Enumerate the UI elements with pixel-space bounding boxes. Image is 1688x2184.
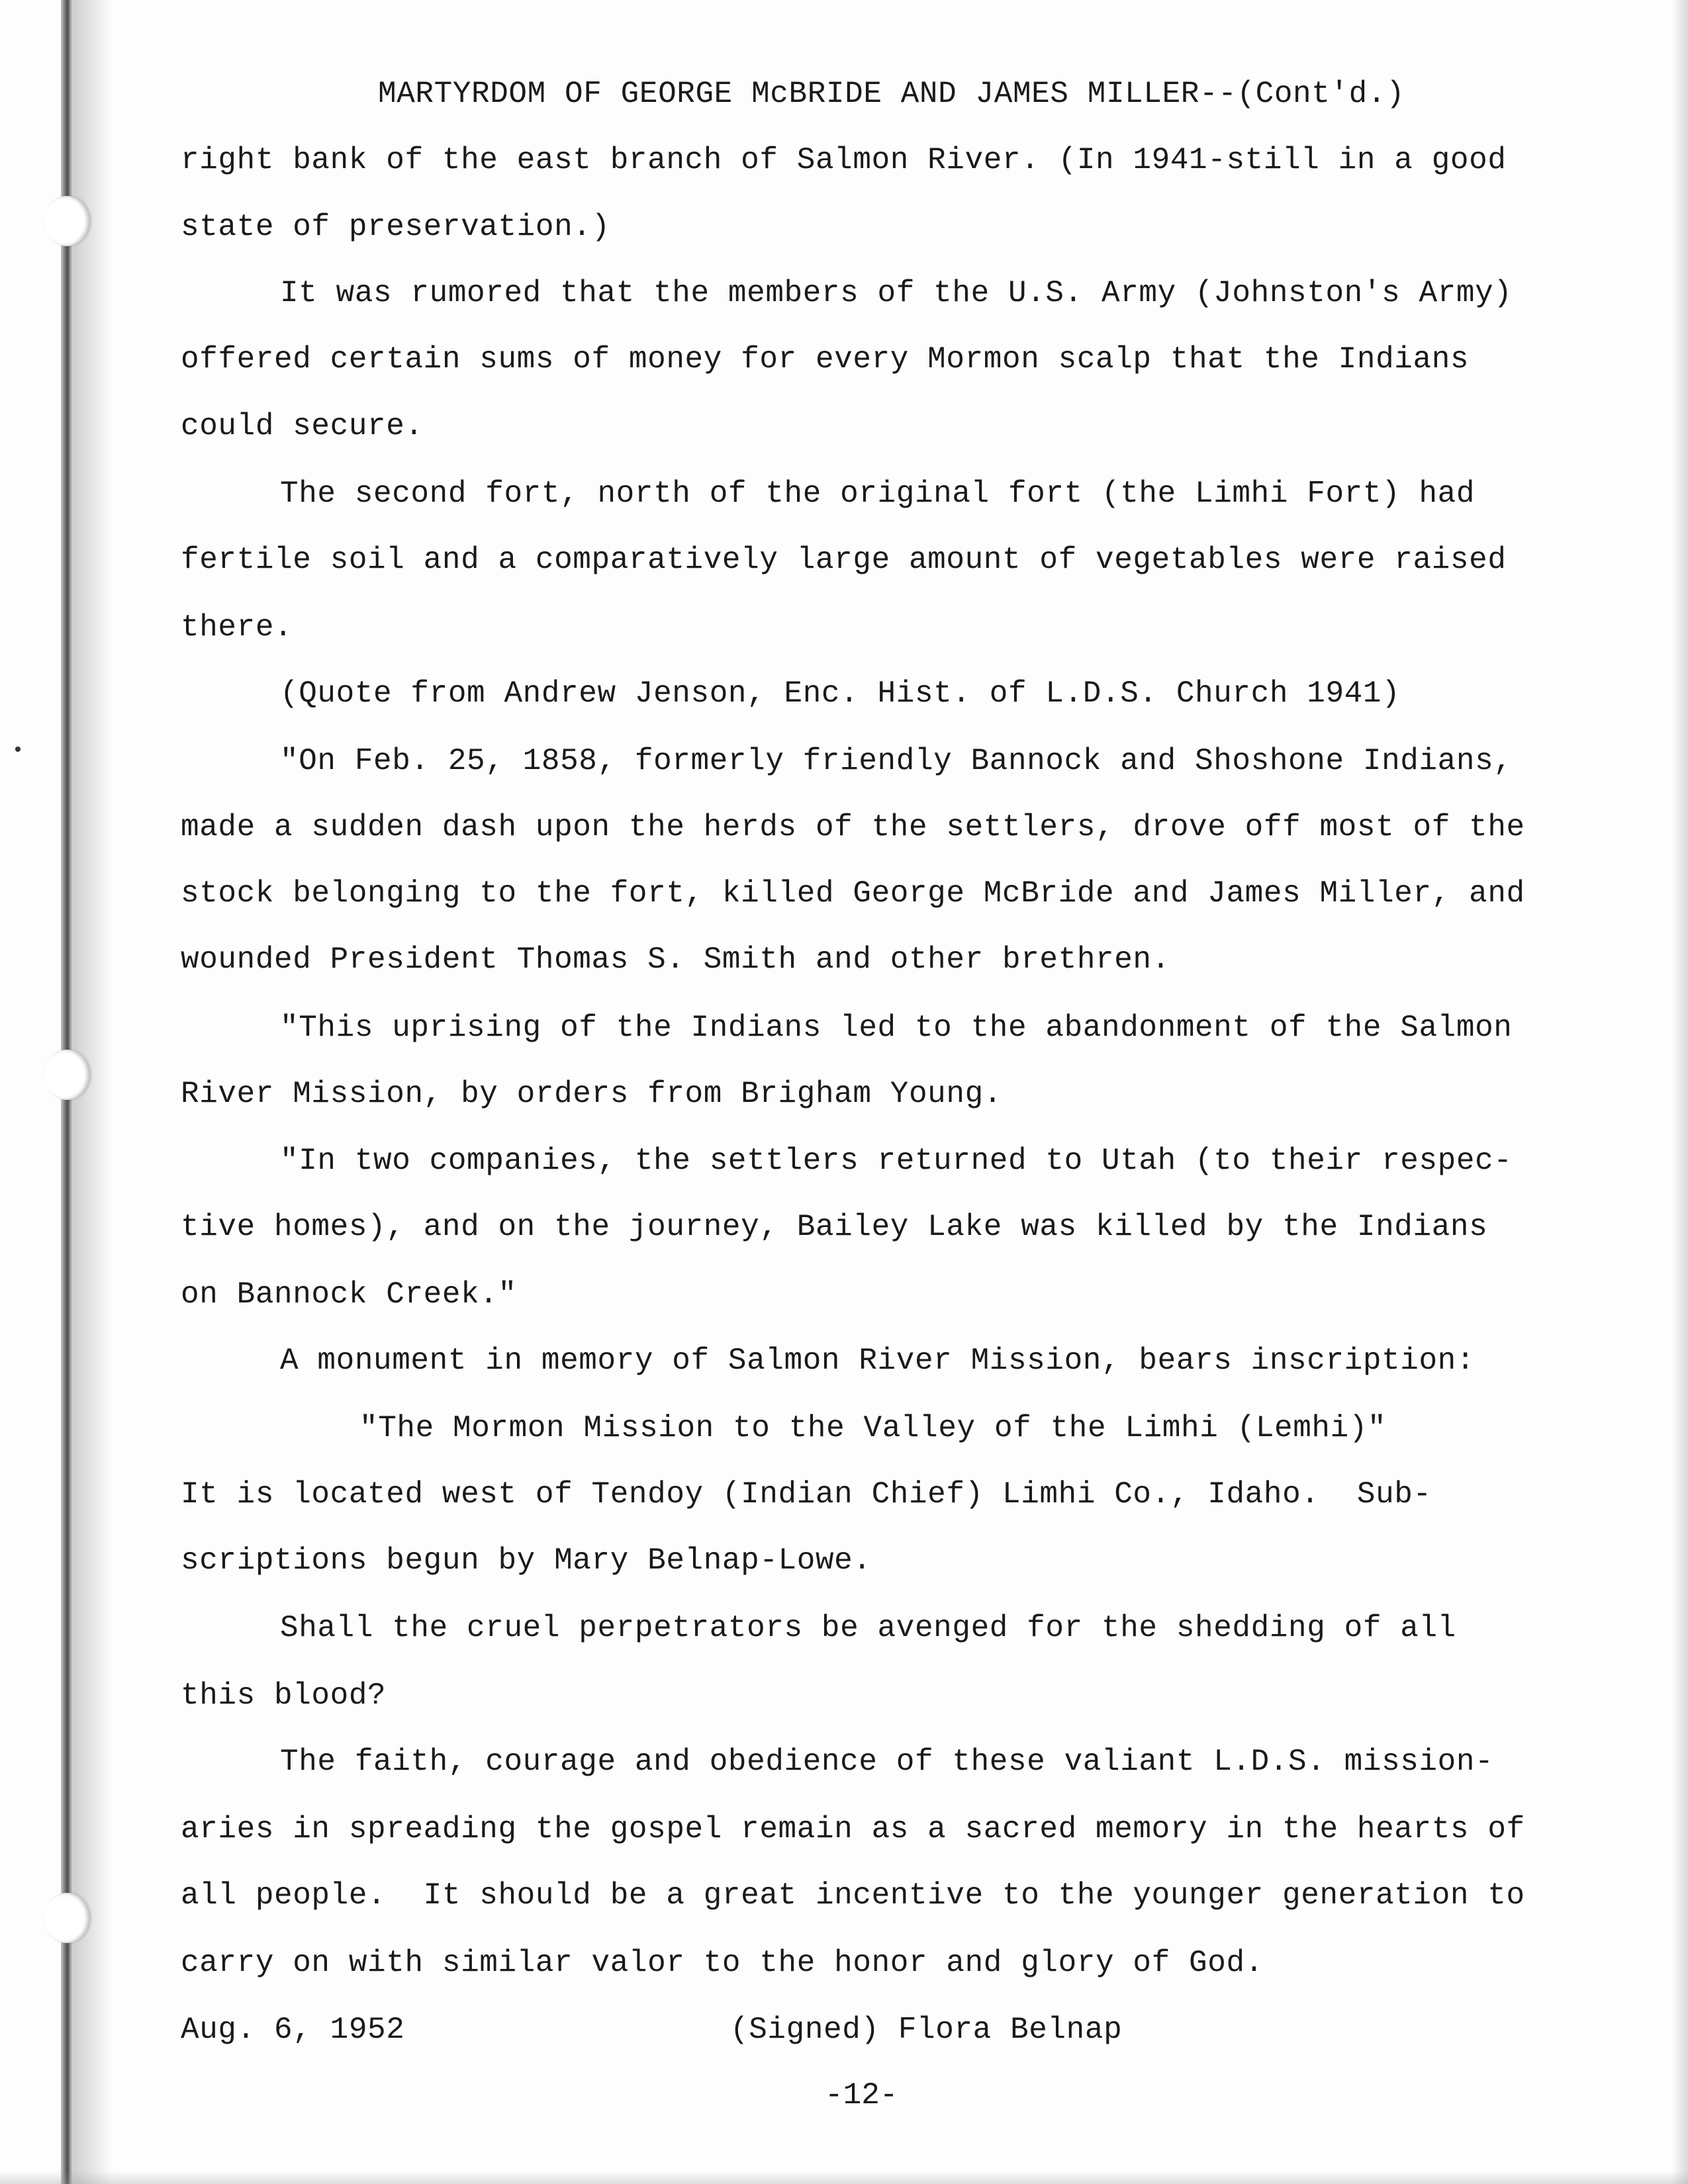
text-line: carry on with similar valor to the honor and glory of God. [181,1946,1264,1980]
punch-hole [44,1050,90,1100]
punch-hole [44,196,90,246]
text-line: A monument in memory of Salmon River Mission, bears inscription: [280,1343,1476,1378]
text-line: It was rumored that the members of the U.S. Army (Johnston's Army) [280,276,1513,310]
margin-mark: • [12,740,24,762]
text-line: River Mission, by orders from Brigham Young. [181,1077,1002,1111]
text-line: "On Feb. 25, 1858, formerly friendly Bannock and Shoshone Indians, [280,744,1513,778]
punch-hole [44,1893,90,1943]
text-line: all people. It should be a great incentive to the younger generation to [181,1878,1525,1913]
page-number: -12- [825,2078,898,2113]
text-line: scriptions begun by Mary Belnap-Lowe. [181,1543,872,1578]
inscription-line: "The Mormon Mission to the Valley of the Limhi (Lemhi)" [359,1411,1387,1445]
text-line: made a sudden dash upon the herds of the settlers, drove off most of the [181,810,1525,844]
text-line: wounded President Thomas S. Smith and other brethren. [181,942,1170,977]
text-line: on Bannock Creek." [181,1277,517,1312]
signature-date: Aug. 6, 1952 [181,2013,405,2047]
text-line: The faith, courage and obedience of these valiant L.D.S. mission- [280,1745,1494,1779]
text-line: It is located west of Tendoy (Indian Chief) Limhi Co., Idaho. Sub- [181,1477,1432,1512]
text-line: tive homes), and on the journey, Bailey Lake was killed by the Indians [181,1210,1488,1244]
page-edge-bottom [0,2171,1688,2184]
text-line: state of preservation.) [181,210,610,244]
text-line: Shall the cruel perpetrators be avenged for the shedding of all [280,1611,1456,1645]
signature-name: (Signed) Flora Belnap [730,2013,1123,2047]
page-edge-right [1672,0,1688,2184]
text-line: there. [181,610,293,645]
text-line: fertile soil and a comparatively large amount of vegetables were raised [181,543,1507,577]
text-line: right bank of the east branch of Salmon River. (In 1941-still in a good [181,143,1507,177]
text-line: offered certain sums of money for every Mormon scalp that the Indians [181,342,1470,377]
text-line: "In two companies, the settlers returned to Utah (to their respec- [280,1144,1513,1178]
text-line: this blood? [181,1678,387,1713]
document-body [181,0,1611,2047]
text-line: aries in spreading the gospel remain as a sacred memory in the hearts of [181,1812,1525,1846]
text-line: could secure. [181,409,424,443]
text-line: (Quote from Andrew Jenson, Enc. Hist. of L.D.S. Church 1941) [280,676,1401,711]
page-title: MARTYRDOM OF GEORGE McBRIDE AND JAMES MILLER--(Cont'd.) [378,77,1405,111]
text-line: stock belonging to the fort, killed George McBride and James Miller, and [181,876,1525,911]
text-line: The second fort, north of the original fort (the Limhi Fort) had [280,477,1476,511]
text-line: "This uprising of the Indians led to the abandonment of the Salmon [280,1011,1513,1045]
